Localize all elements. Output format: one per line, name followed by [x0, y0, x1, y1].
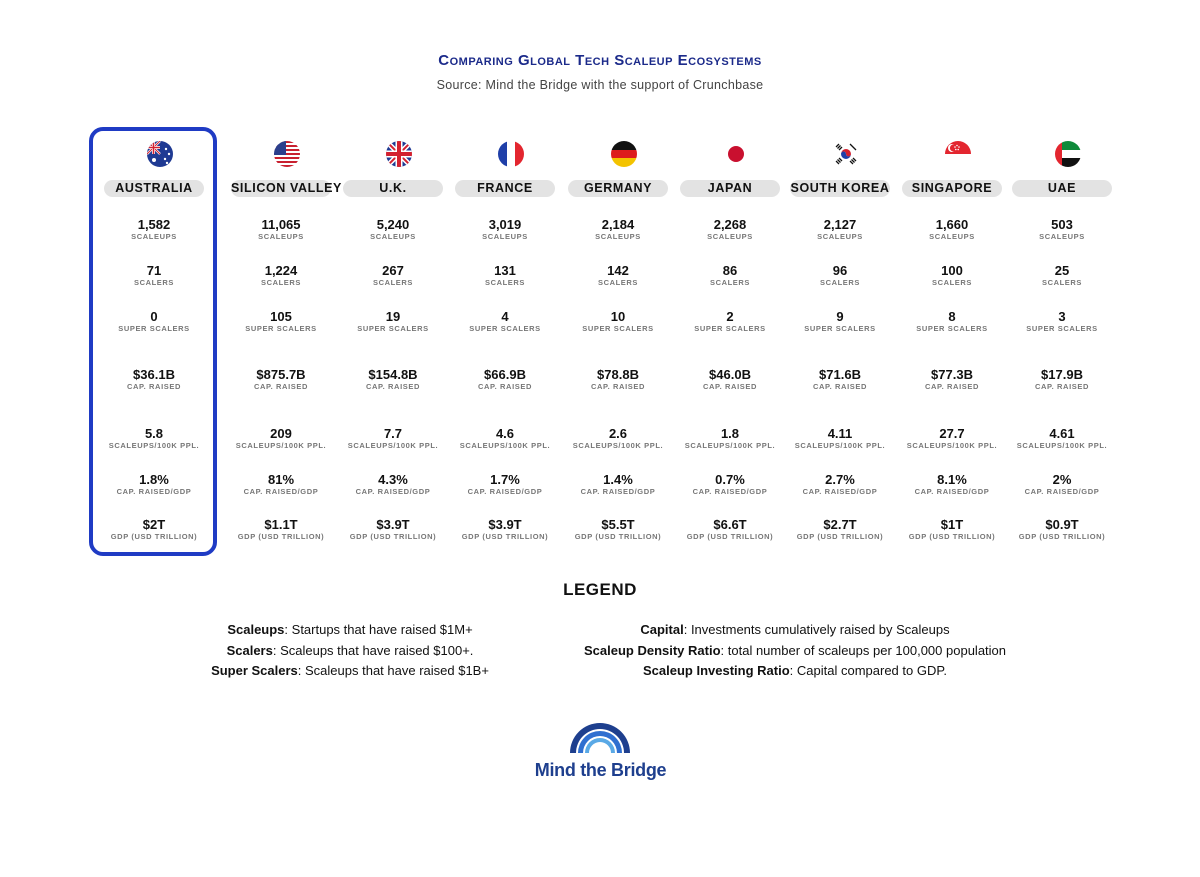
legend-right-column: [540, 620, 1050, 682]
metric-super-scalers: [568, 310, 668, 333]
metric-value: 96: [832, 263, 848, 278]
ecosystem-column-uae: [1012, 0, 1124, 560]
ecosystem-column-france: [455, 0, 567, 560]
metric-value: $5.5T: [601, 517, 635, 532]
metric-cap-raised: [902, 368, 1002, 391]
legend-left-column: [150, 620, 550, 682]
metric-cap-raised: [680, 368, 780, 391]
metric-value: 4.11: [827, 426, 853, 441]
metric-density: [455, 427, 555, 450]
metric-cap-gdp: [104, 473, 204, 496]
legend-item: Scalers: Scaleups that have raised $100+.: [226, 642, 474, 658]
metric-value: 1.4%: [603, 472, 633, 487]
metric-label: CAP. RAISED/GDP: [580, 487, 656, 496]
metric-label: GDP (USD TRILLION): [349, 532, 437, 541]
metric-value: $66.9B: [484, 367, 526, 382]
metric-value: $1T: [940, 517, 964, 532]
metric-value: 1.7%: [490, 472, 520, 487]
metric-density: [343, 427, 443, 450]
metric-label: SCALEUPS/100K PPL.: [459, 441, 551, 450]
metric-value: 27.7: [939, 426, 965, 441]
metric-label: SUPER SCALERS: [916, 324, 988, 333]
metric-label: SUPER SCALERS: [582, 324, 654, 333]
metric-scaleups: [790, 218, 890, 241]
metric-scaleups: [455, 218, 555, 241]
metric-value: 2.7%: [825, 472, 855, 487]
metric-value: 19: [385, 309, 401, 324]
metric-value: $875.7B: [256, 367, 306, 382]
ecosystem-name-pill: UAE: [1012, 180, 1112, 197]
metric-label: SUPER SCALERS: [694, 324, 766, 333]
metric-gdp: [1012, 518, 1112, 541]
metric-gdp: [343, 518, 443, 541]
metric-label: GDP (USD TRILLION): [686, 532, 774, 541]
metric-scaleups: [902, 218, 1002, 241]
metric-super-scalers: [455, 310, 555, 333]
metric-cap-raised: [1012, 368, 1112, 391]
metric-value: $77.3B: [931, 367, 973, 382]
metric-label: CAP. RAISED/GDP: [914, 487, 990, 496]
metric-label: SCALEUPS/100K PPL.: [235, 441, 327, 450]
metric-label: SUPER SCALERS: [804, 324, 876, 333]
metric-label: GDP (USD TRILLION): [1018, 532, 1106, 541]
metric-label: GDP (USD TRILLION): [908, 532, 996, 541]
metric-value: 71: [146, 263, 162, 278]
metric-label: SUPER SCALERS: [1026, 324, 1098, 333]
metric-label: SCALEUPS/100K PPL.: [572, 441, 664, 450]
metric-value: 3,019: [488, 217, 522, 232]
ecosystem-name-pill: AUSTRALIA: [104, 180, 204, 197]
metric-value: 1,582: [137, 217, 171, 232]
metric-scalers: [231, 264, 331, 287]
metric-value: 10: [610, 309, 626, 324]
metric-label: SCALERS: [709, 278, 751, 287]
metric-label: CAP. RAISED/GDP: [116, 487, 192, 496]
metric-density: [1012, 427, 1112, 450]
metric-cap-gdp: [902, 473, 1002, 496]
metric-value: 267: [382, 263, 404, 278]
metric-cap-gdp: [1012, 473, 1112, 496]
metric-super-scalers: [231, 310, 331, 333]
metric-super-scalers: [343, 310, 443, 333]
metric-label: SCALEUPS/100K PPL.: [347, 441, 439, 450]
metric-label: GDP (USD TRILLION): [461, 532, 549, 541]
metric-value: 0: [150, 309, 158, 324]
metric-value: 2,268: [713, 217, 747, 232]
metric-value: 2,184: [601, 217, 635, 232]
metric-value: 142: [607, 263, 629, 278]
metric-value: 2,127: [823, 217, 857, 232]
metric-value: 0.7%: [715, 472, 745, 487]
metric-value: 4.61: [1049, 426, 1075, 441]
metric-scalers: [104, 264, 204, 287]
metric-value: $71.6B: [819, 367, 861, 382]
metric-value: 8: [948, 309, 956, 324]
metric-cap-raised: [231, 368, 331, 391]
metric-super-scalers: [1012, 310, 1112, 333]
metric-cap-raised: [455, 368, 555, 391]
metric-value: $6.6T: [713, 517, 747, 532]
metric-label: SCALEUPS: [707, 232, 753, 241]
uae-flag-icon: [1055, 141, 1081, 167]
metric-scaleups: [231, 218, 331, 241]
ecosystem-name-pill: SOUTH KOREA: [790, 181, 890, 195]
metric-value: $78.8B: [597, 367, 639, 382]
metric-scalers: [902, 264, 1002, 287]
metric-label: CAP. RAISED: [925, 382, 979, 391]
metric-scalers: [680, 264, 780, 287]
metric-value: $46.0B: [709, 367, 751, 382]
metric-value: 4.6: [495, 426, 515, 441]
ecosystem-column-japan: [680, 0, 792, 560]
uk-flag-icon: [386, 141, 412, 167]
singapore-flag-icon: [945, 141, 971, 167]
metric-label: CAP. RAISED: [254, 382, 308, 391]
logo-text: Mind the Bridge: [534, 760, 667, 780]
metric-label: CAP. RAISED: [813, 382, 867, 391]
metric-label: CAP. RAISED/GDP: [243, 487, 319, 496]
metric-gdp: [790, 518, 890, 541]
metric-value: $2T: [142, 517, 166, 532]
metric-label: SCALEUPS/100K PPL.: [108, 441, 200, 450]
metric-scaleups: [343, 218, 443, 241]
ecosystem-column-germany: [568, 0, 680, 560]
metric-value: $0.9T: [1045, 517, 1079, 532]
metric-super-scalers: [680, 310, 780, 333]
metric-gdp: [104, 518, 204, 541]
metric-density: [104, 427, 204, 450]
metric-value: 11,065: [261, 217, 301, 232]
metric-scalers: [568, 264, 668, 287]
ecosystem-column-australia: [104, 0, 216, 560]
legend-title: LEGEND: [563, 580, 637, 599]
mind-the-bridge-logo: [528, 715, 673, 785]
metric-cap-gdp: [231, 473, 331, 496]
japan-flag-icon: [723, 141, 749, 167]
metric-cap-raised: [343, 368, 443, 391]
france-flag-icon: [498, 141, 524, 167]
metric-label: SCALERS: [133, 278, 175, 287]
ecosystem-column-singapore: [902, 0, 1014, 560]
metric-value: $17.9B: [1041, 367, 1083, 382]
ecosystem-name-pill: SILICON VALLEY: [231, 181, 342, 195]
metric-label: SCALEUPS/100K PPL.: [1016, 441, 1108, 450]
metric-cap-gdp: [790, 473, 890, 496]
metric-cap-raised: [104, 368, 204, 391]
metric-scaleups: [104, 218, 204, 241]
metric-label: CAP. RAISED/GDP: [802, 487, 878, 496]
metric-label: SUPER SCALERS: [357, 324, 429, 333]
metric-value: 209: [270, 426, 292, 441]
metric-scaleups: [680, 218, 780, 241]
metric-value: 4.3%: [378, 472, 408, 487]
metric-cap-gdp: [680, 473, 780, 496]
metric-scaleups: [1012, 218, 1112, 241]
ecosystem-column-south-korea: [790, 0, 902, 560]
metric-label: SUPER SCALERS: [469, 324, 541, 333]
metric-label: SCALEUPS: [258, 232, 304, 241]
metric-label: SCALEUPS: [370, 232, 416, 241]
metric-scalers: [343, 264, 443, 287]
metric-value: 9: [836, 309, 844, 324]
metric-value: 8.1%: [937, 472, 967, 487]
metric-value: 1.8: [720, 426, 740, 441]
metric-scaleups: [568, 218, 668, 241]
metric-label: CAP. RAISED: [478, 382, 532, 391]
metric-super-scalers: [790, 310, 890, 333]
metric-value: $1.1T: [264, 517, 298, 532]
bridge-arcs-icon: [568, 715, 632, 755]
ecosystem-name-pill: U.K.: [343, 180, 443, 197]
metric-label: SCALERS: [931, 278, 973, 287]
legend-item: Scaleup Density Ratio: total number of scaleups per 100,000 population: [583, 642, 1007, 658]
metric-scalers: [1012, 264, 1112, 287]
metric-cap-raised: [568, 368, 668, 391]
ecosystem-column-u-k: [343, 0, 455, 560]
metric-scalers: [455, 264, 555, 287]
metric-value: 25: [1054, 263, 1070, 278]
metric-label: GDP (USD TRILLION): [796, 532, 884, 541]
metric-super-scalers: [104, 310, 204, 333]
metric-value: 2: [726, 309, 734, 324]
metric-value: 105: [270, 309, 292, 324]
metric-value: 5,240: [376, 217, 410, 232]
metric-super-scalers: [902, 310, 1002, 333]
metric-density: [231, 427, 331, 450]
metric-label: SUPER SCALERS: [245, 324, 317, 333]
metric-label: CAP. RAISED: [127, 382, 181, 391]
metric-label: GDP (USD TRILLION): [110, 532, 198, 541]
ecosystem-column-silicon-valley: [231, 0, 343, 560]
metric-label: CAP. RAISED/GDP: [1024, 487, 1100, 496]
ecosystem-name-pill: JAPAN: [680, 180, 780, 197]
metric-label: SCALERS: [597, 278, 639, 287]
metric-value: 81%: [267, 472, 295, 487]
metric-label: SCALEUPS/100K PPL.: [794, 441, 886, 450]
metric-value: 503: [1051, 217, 1073, 232]
metric-label: SCALEUPS: [595, 232, 641, 241]
metric-label: SCALERS: [819, 278, 861, 287]
metric-density: [902, 427, 1002, 450]
metric-label: GDP (USD TRILLION): [574, 532, 662, 541]
metric-value: 100: [941, 263, 963, 278]
metric-label: SCALEUPS/100K PPL.: [906, 441, 998, 450]
us-flag-icon: [274, 141, 300, 167]
metric-value: $2.7T: [823, 517, 857, 532]
metric-value: 1,660: [935, 217, 969, 232]
metric-label: SCALERS: [260, 278, 302, 287]
metric-label: CAP. RAISED/GDP: [355, 487, 431, 496]
metric-cap-gdp: [568, 473, 668, 496]
metric-label: CAP. RAISED: [591, 382, 645, 391]
metric-value: 7.7: [383, 426, 403, 441]
metric-value: 4: [501, 309, 509, 324]
metric-cap-gdp: [343, 473, 443, 496]
metric-label: CAP. RAISED: [703, 382, 757, 391]
metric-label: SCALERS: [484, 278, 526, 287]
metric-value: 86: [722, 263, 738, 278]
metric-value: $3.9T: [488, 517, 522, 532]
australia-flag-icon: [147, 141, 173, 167]
metric-scalers: [790, 264, 890, 287]
metric-value: $154.8B: [368, 367, 418, 382]
metric-label: SCALEUPS/100K PPL.: [684, 441, 776, 450]
metric-value: 1,224: [264, 263, 298, 278]
metric-label: GDP (USD TRILLION): [237, 532, 325, 541]
metric-gdp: [680, 518, 780, 541]
legend-item: Capital: Investments cumulatively raised by Scaleups: [640, 622, 950, 637]
legend-item: Scaleup Investing Ratio: Capital compared to GDP.: [643, 663, 947, 678]
metric-label: SCALEUPS: [929, 232, 975, 241]
legend-item: Super Scalers: Scaleups that have raised $1B+: [211, 663, 489, 678]
metric-density: [680, 427, 780, 450]
legend-item: Scaleups: Startups that have raised $1M+: [227, 622, 473, 637]
ecosystem-name-pill: GERMANY: [568, 180, 668, 197]
metric-label: SCALERS: [1041, 278, 1083, 287]
source-note: Source: Mind the Bridge with the support of Crunchbase: [436, 78, 764, 92]
page-title: Comparing Global Tech Scaleup Ecosystems: [438, 52, 762, 69]
metric-value: 3: [1058, 309, 1066, 324]
metric-label: SCALEUPS: [817, 232, 863, 241]
metric-gdp: [231, 518, 331, 541]
metric-label: CAP. RAISED/GDP: [692, 487, 768, 496]
metric-value: 2.6: [608, 426, 628, 441]
metric-label: CAP. RAISED: [366, 382, 420, 391]
metric-label: CAP. RAISED/GDP: [467, 487, 543, 496]
metric-gdp: [455, 518, 555, 541]
metric-label: SCALEUPS: [482, 232, 528, 241]
metric-value: 1.8%: [139, 472, 169, 487]
metric-label: SCALERS: [372, 278, 414, 287]
metric-label: SUPER SCALERS: [118, 324, 190, 333]
metric-density: [790, 427, 890, 450]
metric-gdp: [902, 518, 1002, 541]
metric-gdp: [568, 518, 668, 541]
metric-value: $3.9T: [376, 517, 410, 532]
metric-value: $36.1B: [133, 367, 175, 382]
ecosystem-name-pill: FRANCE: [455, 180, 555, 197]
metric-cap-gdp: [455, 473, 555, 496]
metric-value: 2%: [1052, 472, 1072, 487]
metric-label: SCALEUPS: [131, 232, 177, 241]
south-korea-flag-icon: [833, 141, 859, 167]
metric-density: [568, 427, 668, 450]
germany-flag-icon: [611, 141, 637, 167]
metric-value: 5.8: [144, 426, 164, 441]
metric-label: CAP. RAISED: [1035, 382, 1089, 391]
metric-value: 131: [494, 263, 516, 278]
ecosystem-name-pill: SINGAPORE: [902, 180, 1002, 197]
metric-label: SCALEUPS: [1039, 232, 1085, 241]
metric-cap-raised: [790, 368, 890, 391]
